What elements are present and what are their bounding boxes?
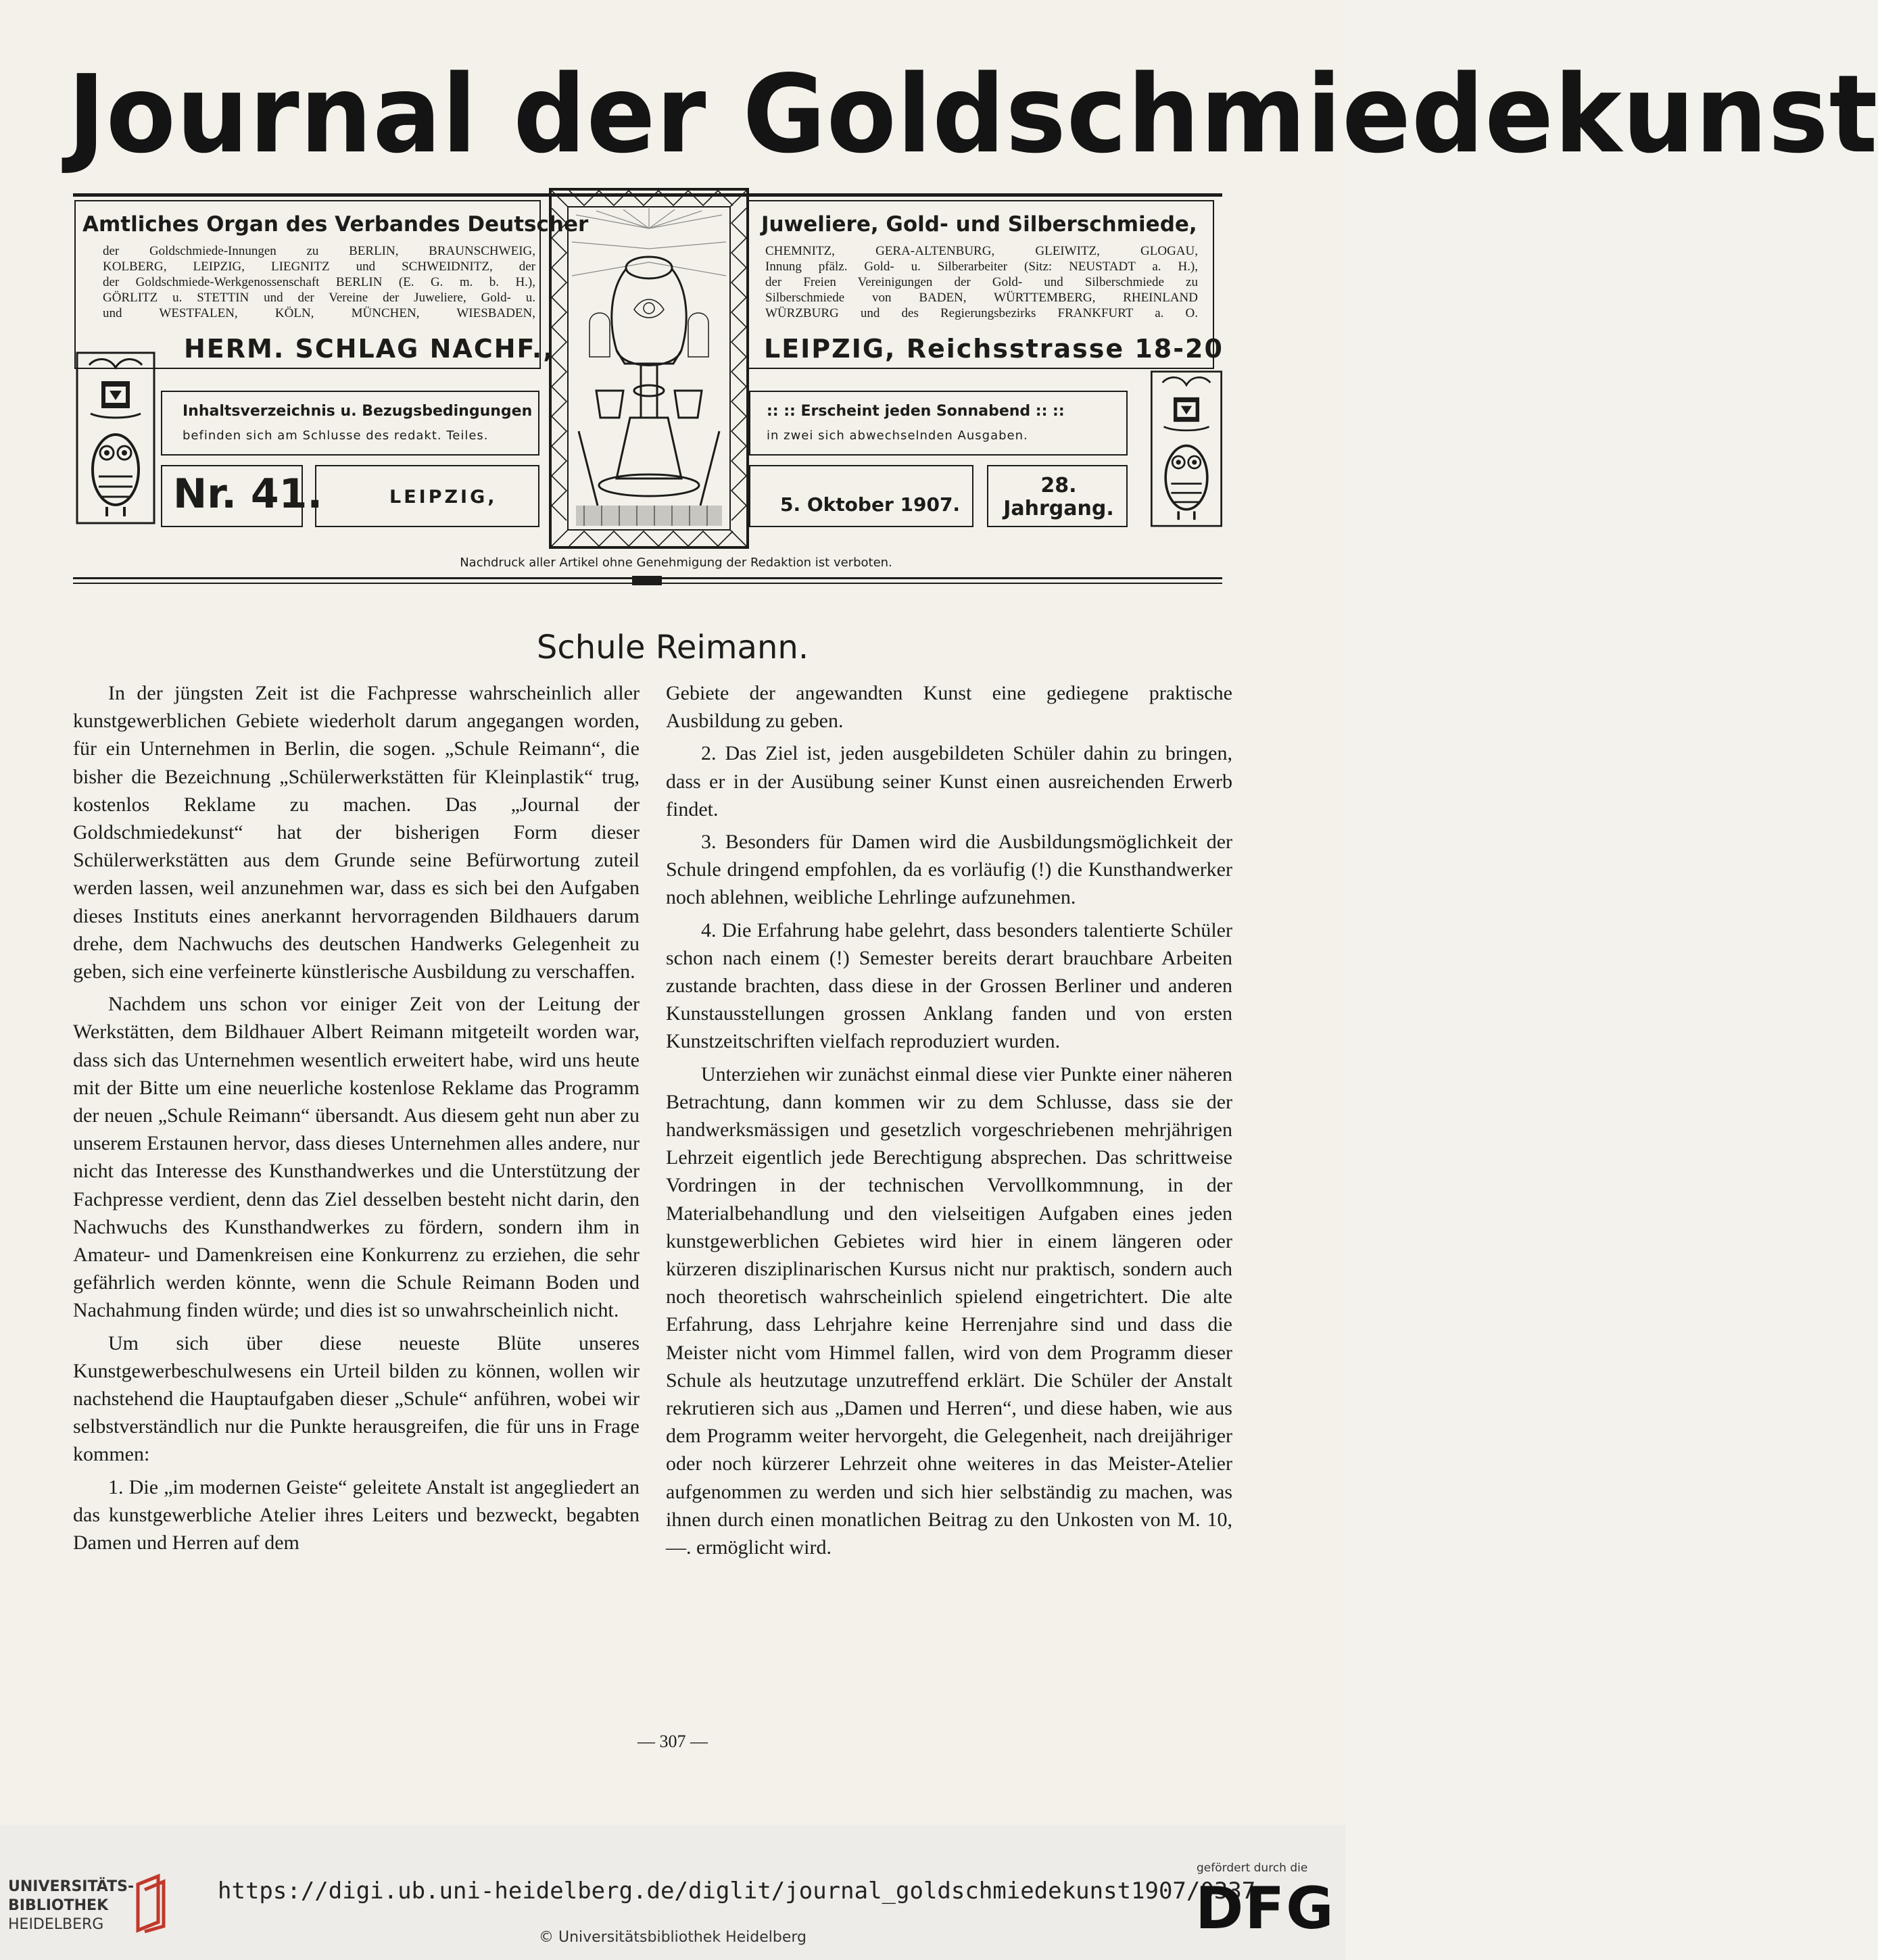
institution-line-2: BIBLIOTHEK bbox=[8, 1897, 109, 1914]
footer-bar bbox=[0, 1825, 1345, 1960]
contents-subtitle: befinden sich am Schlusse des redakt. Teiles. bbox=[183, 428, 489, 443]
paragraph: Gebiete der angewandten Kunst eine gediegene praktische Ausbildung zu geben. bbox=[666, 682, 1232, 733]
funder-note: gefördert durch die bbox=[1197, 1861, 1308, 1875]
header-left-line-3: der Goldschmiede-Werkgenossenschaft BERLIN (E. G. m. b. H.), bbox=[103, 275, 535, 289]
article-left-column bbox=[73, 679, 640, 1561]
journal-title: Journal der Goldschmiedekunst bbox=[68, 52, 1878, 178]
issue-number-box bbox=[161, 465, 323, 527]
page-number: — 307 — bbox=[637, 1732, 708, 1751]
header-right-line-5: WÜRZBURG und des Regierungsbezirks FRANKFURT a. O. bbox=[765, 306, 1198, 320]
paragraph: Um sich über diese neueste Blüte unseres Kunstgewerbeschulwesens ein Urteil bilden zu können, wollen wir nachstehend die Hauptaufgaben dieser „Schule“ anführen, wobei wir selbstverständlich nur die Punkte herausgreifen, die für uns in Frage kommen: bbox=[73, 1331, 640, 1466]
header-right-title: Juweliere, Gold- und Silberschmiede, bbox=[761, 212, 1197, 237]
goblet-emblem bbox=[549, 188, 749, 549]
header-left-line-5: und WESTFALEN, KÖLN, MÜNCHEN, WIESBADEN, bbox=[103, 306, 535, 320]
issue-date: 5. Oktober 1907. bbox=[780, 493, 961, 516]
permalink-url[interactable]: https://digi.ub.uni-heidelberg.de/diglit/journal_goldschmiedekunst1907/0337 bbox=[218, 1878, 1256, 1905]
paragraph: 2. Das Ziel ist, jeden ausgebildeten Schüler dahin zu bringen, dass er in der Ausübung seiner Kunst einen ausreichenden Erwerb findet. bbox=[666, 742, 1232, 820]
volume-box bbox=[987, 465, 1128, 527]
paragraph: In der jüngsten Zeit ist die Fachpresse wahrscheinlich aller kunstgewerblichen Gebiete wiederholt darum angegangen worden, für ein Unternehmen in Berlin, die sogen. „Schule Reimann“, die bisher die Bezeichnung „Schülerwerkstätten für Kleinplastik“ trug, kostenlos Reklame zu machen. Das „Journal der Goldschmiedekunst“ hat der bisherigen Form dieser Schülerwerkstätten aus dem Grunde seine Befürwortung zuteil werden lassen, weil anzunehmen war, dass es sich bei den Aufgaben dieses Instituts eines anerkannt hervorragenden Bildhauers darum drehe, dem Nachwuchs des deutschen Handwerks Gelegenheit zu geben, sich eine verfeinerte künstlerische Ausbildung zu verschaffen. bbox=[73, 682, 640, 983]
header-right-line-2: Innung pfälz. Gold- u. Silberarbeiter (Sitz: NEUSTADT a. H.), bbox=[765, 260, 1198, 274]
institution-line-3: HEIDELBERG bbox=[8, 1916, 104, 1933]
volume-number: 28. bbox=[1040, 474, 1077, 497]
issue-city: LEIPZIG, bbox=[389, 487, 498, 508]
header-left-line-4: GÖRLITZ u. STETTIN und der Vereine der Juweliere, Gold- u. bbox=[103, 291, 535, 305]
header-left-line-2: KOLBERG, LEIPZIG, LIEGNITZ und SCHWEIDNITZ, der bbox=[103, 260, 535, 274]
header-left-line-1: der Goldschmiede-Innungen zu BERLIN, BRAUNSCHWEIG, bbox=[103, 244, 535, 258]
dfg-logo: DFG bbox=[1195, 1875, 1335, 1942]
appears-subtitle: in zwei sich abwechselnden Ausgaben. bbox=[767, 428, 1028, 443]
paragraph: Unterziehen wir zunächst einmal diese vier Punkte einer näheren Betrachtung, dann kommen wir zu dem Schlusse, dass sie der handwerksmässigen und gesetzlich vorgeschriebenen mehrjährigen Lehrzeit eigentlich jede Berechtigung absprechen. Das schrittweise Vordringen in der technischen Vervollkommnung, in der Materialbehandlung und den vielseitigen Aufgaben eines jeden kunstgewerblichen Gebietes wird hier in einem längeren oder kürzeren disziplinarischen Kursus nicht nur praktisch, sondern auch noch theoretisch wahrscheinlich spielend eingetrichtert. Die alte Erfahrung, dass Lehrjahre keine Herrenjahre sind und dass die Meister nicht vom Himmel fallen, wird von dem Programm dieser Schule als heutzutage unzutreffend erklärt. Die Schüler der Anstalt rekrutieren sich aus „Damen und Herren“, und diese haben, wie aus dem Programm weiter hervorgeht, die Gelegenheit, nach dreijähriger oder noch kürzerer Lehrzeit ohne weiteres in das Meister-Atelier aufgenommen zu werden und sich hier selbständig zu machen, was ihnen durch einen monatlichen Beitrag zu den Unkosten von M. 10,—. ermöglicht wird. bbox=[666, 1062, 1232, 1559]
header-left-title: Amtliches Organ des Verbandes Deutscher bbox=[82, 212, 589, 237]
article-right-column bbox=[666, 679, 1232, 1566]
header-right-box bbox=[748, 200, 1224, 369]
publisher-name: HERM. SCHLAG NACHF., bbox=[184, 334, 554, 364]
issue-city-box bbox=[315, 465, 539, 527]
appears-box bbox=[749, 391, 1128, 456]
ub-logo-icon bbox=[134, 1875, 166, 1932]
header-rule-ornament bbox=[632, 576, 662, 585]
publisher-address: LEIPZIG, Reichsstrasse 18-20 bbox=[764, 334, 1224, 364]
header-right-line-3: der Freien Vereinigungen der Gold- und Silberschmiede zu bbox=[765, 275, 1198, 289]
appears-title: :: :: Erscheint jeden Sonnabend :: :: bbox=[767, 403, 1065, 420]
paragraph: 3. Besonders für Damen wird die Ausbildungsmöglichkeit der Schule dringend empfohlen, da es vorläufig (!) die Kunsthandwerker noch ablehnen, weibliche Lehrlinge aufzunehmen. bbox=[666, 831, 1232, 909]
paragraph: 4. Die Erfahrung habe gelehrt, dass besonders talentierte Schüler schon nach einem (!) Semester bereits derart brauchbare Arbeiten zustande brachten, dass diese in der Grossen Berliner und anderen Kunstausstellungen grossen Anklang fanden und von ersten Kunstzeitschriften vielfach reproduziert wurden. bbox=[666, 918, 1232, 1053]
reprint-notice: Nachdruck aller Artikel ohne Genehmigung der Redaktion ist verboten. bbox=[460, 556, 892, 570]
issue-number: Nr. 41. bbox=[173, 470, 323, 518]
paragraph: Nachdem uns schon vor einiger Zeit von der Leitung der Werkstätten, dem Bildhauer Albert Reimann mitgeteilt worden war, dass sich das Unternehmen wesentlich erweitert habe, wird uns heute mit der Bitte um eine neuerliche kostenlose Reklame das Programm der neuen „Schule Reimann“ übersandt. Aus diesem geht nun aber zu unserem Erstaunen hervor, dass dieses Unternehmen alles andere, nur nicht das Interesse des Kunsthandwerkes und die Unterstützung der Fachpresse verdient, denn das Ziel desselben besteht nicht darin, den Nachwuchs des Kunsthandwerkes zu fördern, sondern ihm in Amateur- und Damenkreisen eine Konkurrenz zu erziehen, die sehr gefährlich werden könnte, wenn die Schule Reimann Boden und Nachahmung finden würde; und dies ist so unwahrscheinlich nicht. bbox=[73, 993, 640, 1322]
owl-ornament-right bbox=[1149, 370, 1224, 527]
paragraph: 1. Die „im modernen Geiste“ geleitete Anstalt ist angegliedert an das kunstgewerbliche Atelier ihres Leiters und bezweckt, begabten Damen und Herren auf dem bbox=[73, 1475, 640, 1554]
contents-title: Inhaltsverzeichnis u. Bezugsbedingungen bbox=[183, 403, 533, 420]
institution-line-1: UNIVERSITÄTS- bbox=[8, 1878, 135, 1895]
header-left-box bbox=[74, 200, 589, 369]
owl-ornament-left bbox=[76, 351, 155, 524]
contents-box bbox=[161, 391, 539, 456]
article-title: Schule Reimann. bbox=[536, 629, 809, 666]
volume-label: Jahrgang. bbox=[1003, 497, 1114, 520]
header-right-line-4: Silberschmiede von BADEN, WÜRTTEMBERG, RHEINLAND bbox=[765, 291, 1198, 305]
copyright-text: © Universitätsbibliothek Heidelberg bbox=[538, 1929, 806, 1946]
header-right-line-1: CHEMNITZ, GERA-ALTENBURG, GLEIWITZ, GLOGAU, bbox=[765, 244, 1198, 258]
issue-date-box bbox=[749, 465, 973, 527]
